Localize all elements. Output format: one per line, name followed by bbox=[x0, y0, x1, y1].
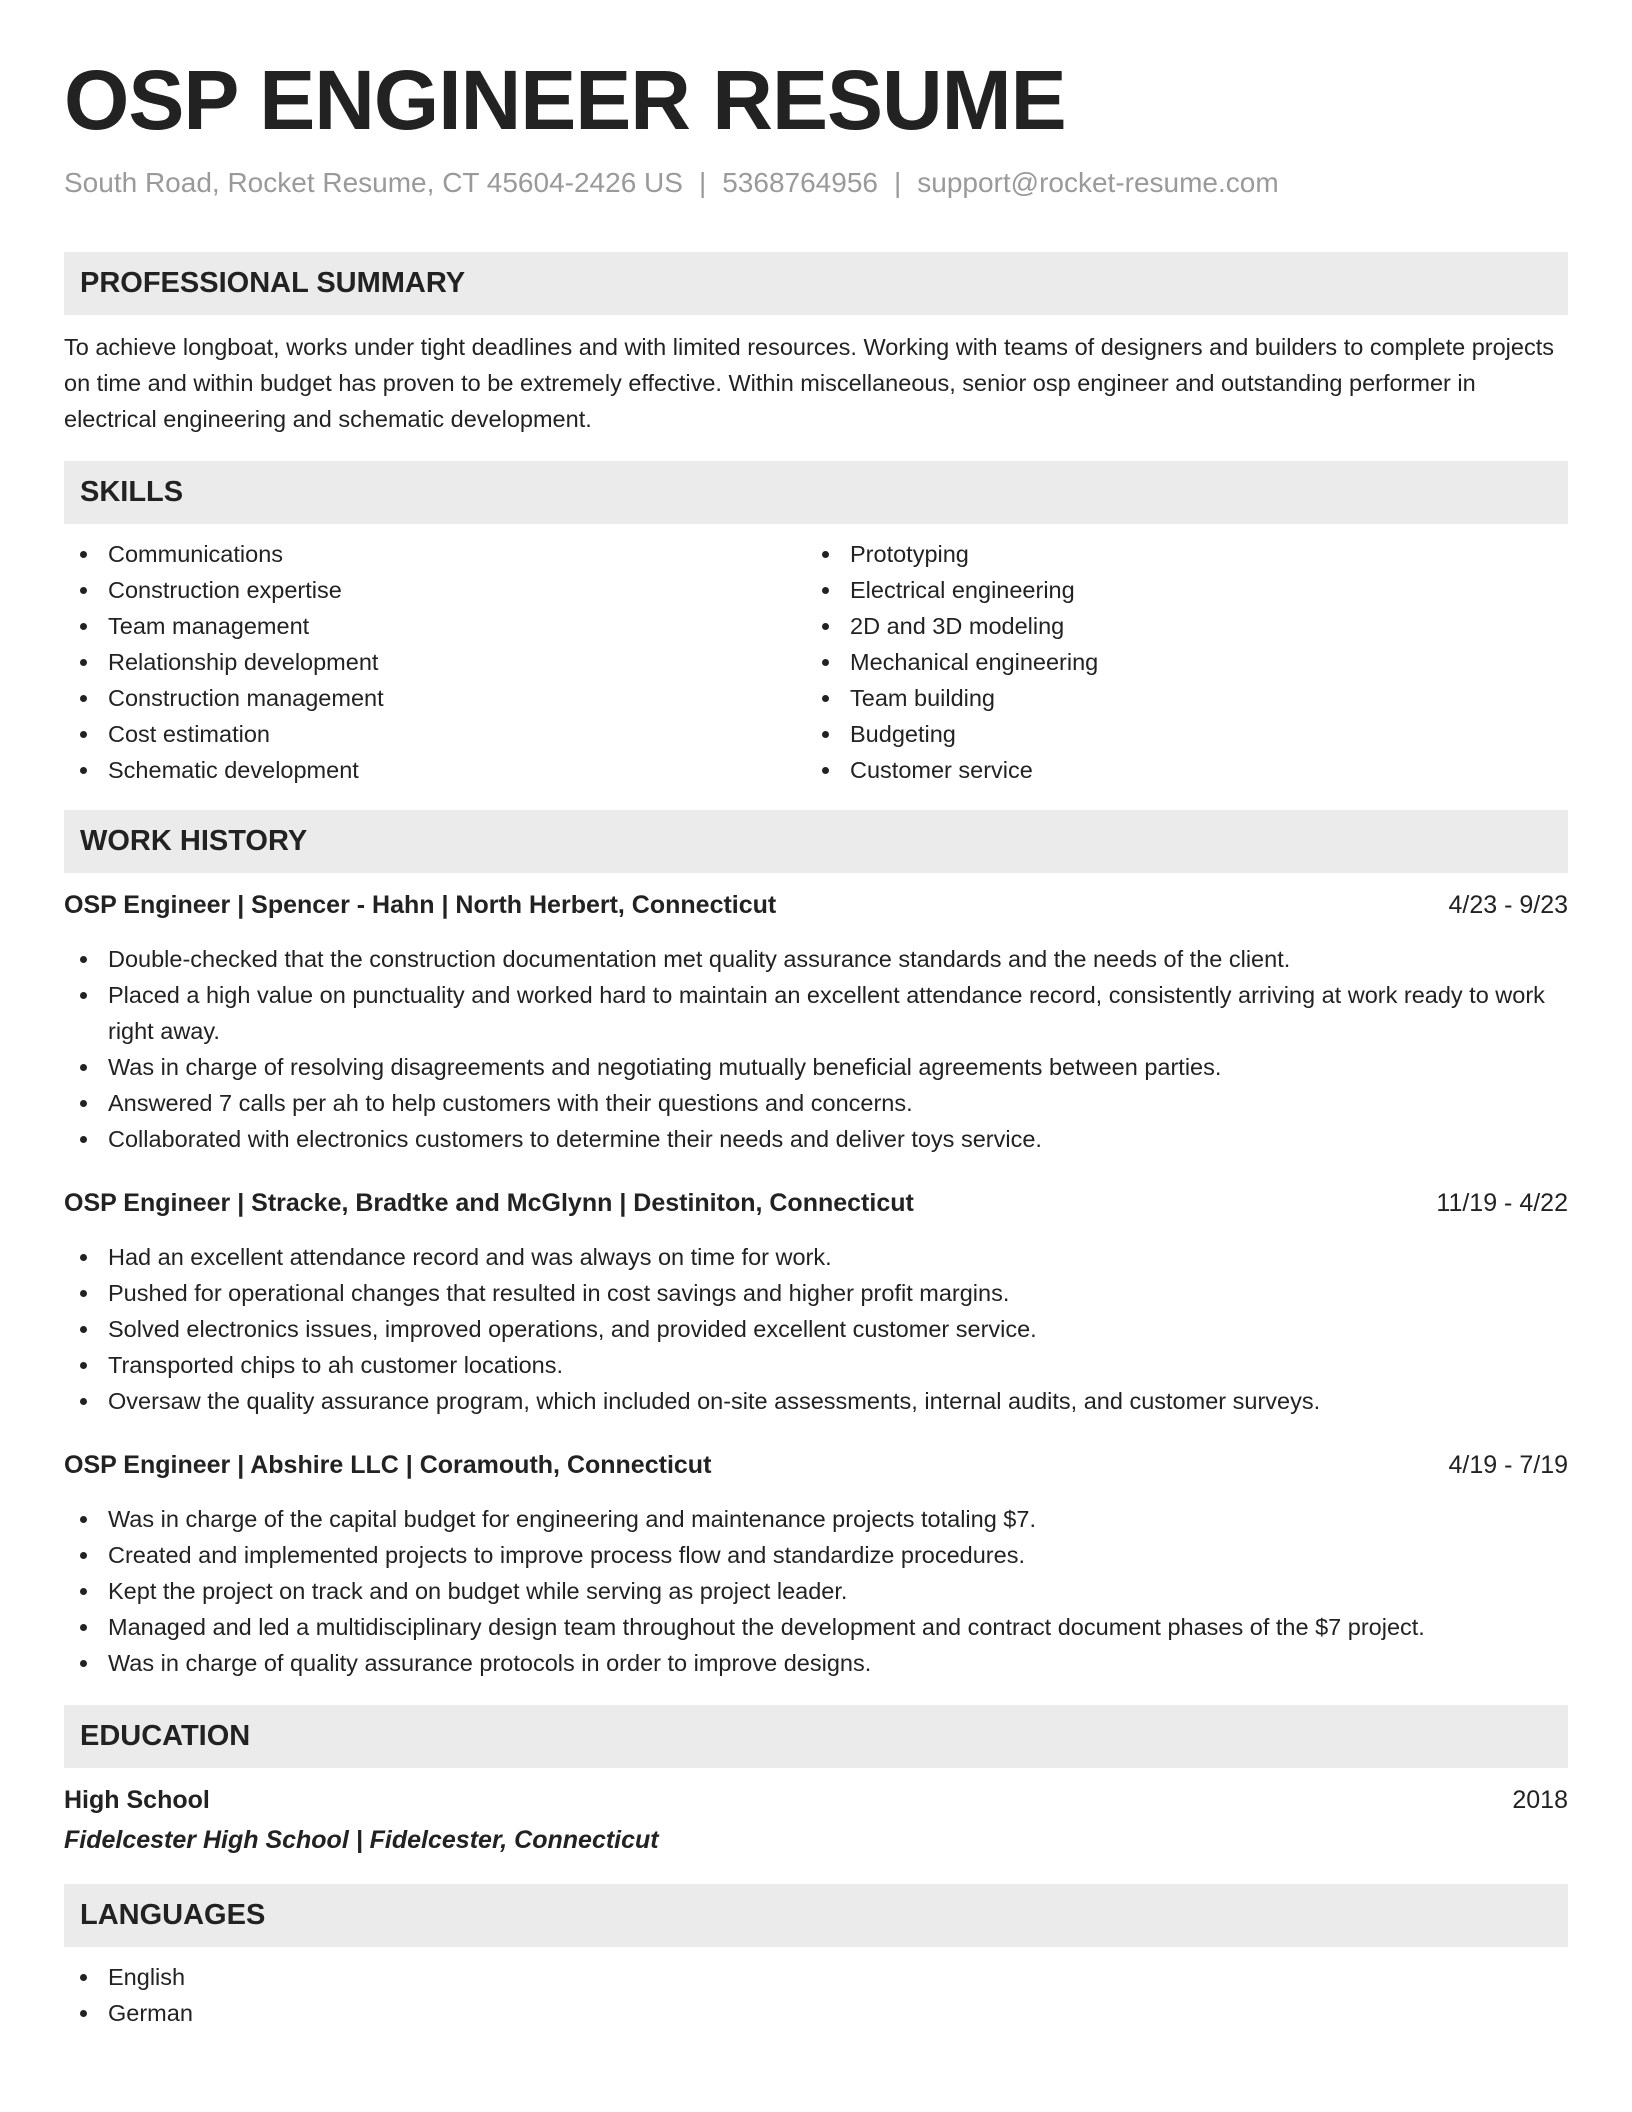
contact-separator: | bbox=[698, 167, 707, 198]
job-title: OSP Engineer | Stracke, Bradtke and McGlynn | Destiniton, Connecticut bbox=[64, 1188, 914, 1217]
job-bullet: Collaborated with electronics customers to determine their needs and deliver toys service. bbox=[64, 1121, 1568, 1157]
job-bullets bbox=[64, 941, 1568, 1157]
job-dates: 11/19 - 4/22 bbox=[1436, 1188, 1568, 1217]
skill-item: Construction management bbox=[64, 680, 806, 716]
job-bullet: Kept the project on track and on budget while serving as project leader. bbox=[64, 1573, 1568, 1609]
job-bullet: Pushed for operational changes that resulted in cost savings and higher profit margins. bbox=[64, 1275, 1568, 1311]
skills-columns bbox=[64, 536, 1568, 788]
job-bullets bbox=[64, 1239, 1568, 1419]
languages-list bbox=[64, 1959, 1568, 2031]
job-bullet: Created and implemented projects to improve process flow and standardize procedures. bbox=[64, 1537, 1568, 1573]
job-bullet: Had an excellent attendance record and was always on time for work. bbox=[64, 1239, 1568, 1275]
job-title: OSP Engineer | Abshire LLC | Coramouth, Connecticut bbox=[64, 1450, 712, 1479]
contact-email: support@rocket-resume.com bbox=[917, 167, 1279, 198]
skills-list-left bbox=[64, 536, 806, 788]
education-school: Fidelcester High School | Fidelcester, Connecticut bbox=[64, 1825, 659, 1854]
job-bullet: Managed and led a multidisciplinary design team throughout the development and contract document phases of the $7 project. bbox=[64, 1609, 1568, 1645]
skill-item: Mechanical engineering bbox=[806, 644, 1548, 680]
summary-text: To achieve longboat, works under tight deadlines and with limited resources. Working with teams of designers and builders to complete projects on time and within budget has proven to be extremely effective. Within miscellaneous, senior osp engineer and outstanding performer in electrical engineering and schematic development. bbox=[64, 333, 1554, 432]
job-header bbox=[64, 1185, 1568, 1221]
job-entry bbox=[64, 1185, 1568, 1419]
job-bullet: Double-checked that the construction documentation met quality assurance standards and the needs of the client. bbox=[64, 941, 1568, 977]
job-bullets bbox=[64, 1501, 1568, 1681]
skill-item: Budgeting bbox=[806, 716, 1548, 752]
skill-item: Prototyping bbox=[806, 536, 1548, 572]
contact-address: South Road, Rocket Resume, CT 45604-2426 US bbox=[64, 167, 683, 198]
job-bullet: Was in charge of quality assurance protocols in order to improve designs. bbox=[64, 1645, 1568, 1681]
job-dates: 4/23 - 9/23 bbox=[1448, 890, 1568, 919]
section-heading-skills: SKILLS bbox=[64, 461, 1568, 524]
education-header bbox=[64, 1782, 1568, 1818]
job-bullet: Was in charge of resolving disagreements and negotiating mutually beneficial agreements between parties. bbox=[64, 1049, 1568, 1085]
job-header bbox=[64, 1447, 1568, 1483]
education-degree: High School bbox=[64, 1785, 210, 1814]
section-heading-languages: LANGUAGES bbox=[64, 1884, 1568, 1947]
contact-separator: | bbox=[893, 167, 902, 198]
education-entry bbox=[64, 1782, 1568, 1858]
skill-item: Team building bbox=[806, 680, 1548, 716]
skill-item: Cost estimation bbox=[64, 716, 806, 752]
education-year: 2018 bbox=[1512, 1785, 1568, 1814]
section-heading-summary: PROFESSIONAL SUMMARY bbox=[64, 252, 1568, 315]
language-item: German bbox=[64, 1995, 1568, 2031]
job-bullet: Oversaw the quality assurance program, which included on-site assessments, internal audits, and customer surveys. bbox=[64, 1383, 1568, 1419]
skills-list-right bbox=[806, 536, 1548, 788]
job-header bbox=[64, 887, 1568, 923]
skill-item: Schematic development bbox=[64, 752, 806, 788]
contact-phone: 5368764956 bbox=[722, 167, 878, 198]
job-bullet: Placed a high value on punctuality and worked hard to maintain an excellent attendance record, consistently arriving at work ready to work right away. bbox=[64, 977, 1568, 1049]
skill-item: Electrical engineering bbox=[806, 572, 1548, 608]
section-heading-education: EDUCATION bbox=[64, 1705, 1568, 1768]
resume-title: OSP ENGINEER RESUME bbox=[64, 53, 1066, 147]
skill-item: Customer service bbox=[806, 752, 1548, 788]
skill-item: Communications bbox=[64, 536, 806, 572]
job-bullet: Solved electronics issues, improved operations, and provided excellent customer service. bbox=[64, 1311, 1568, 1347]
skill-item: Relationship development bbox=[64, 644, 806, 680]
job-title: OSP Engineer | Spencer - Hahn | North Herbert, Connecticut bbox=[64, 890, 777, 919]
contact-line bbox=[64, 166, 1568, 200]
job-bullet: Answered 7 calls per ah to help customers with their questions and concerns. bbox=[64, 1085, 1568, 1121]
job-bullet: Was in charge of the capital budget for engineering and maintenance projects totaling $7. bbox=[64, 1501, 1568, 1537]
job-entry bbox=[64, 887, 1568, 1157]
language-item: English bbox=[64, 1959, 1568, 1995]
job-entry bbox=[64, 1447, 1568, 1681]
section-heading-work-history: WORK HISTORY bbox=[64, 810, 1568, 873]
job-bullet: Transported chips to ah customer locations. bbox=[64, 1347, 1568, 1383]
job-dates: 4/19 - 7/19 bbox=[1448, 1450, 1568, 1479]
skill-item: Construction expertise bbox=[64, 572, 806, 608]
skill-item: Team management bbox=[64, 608, 806, 644]
skill-item: 2D and 3D modeling bbox=[806, 608, 1548, 644]
